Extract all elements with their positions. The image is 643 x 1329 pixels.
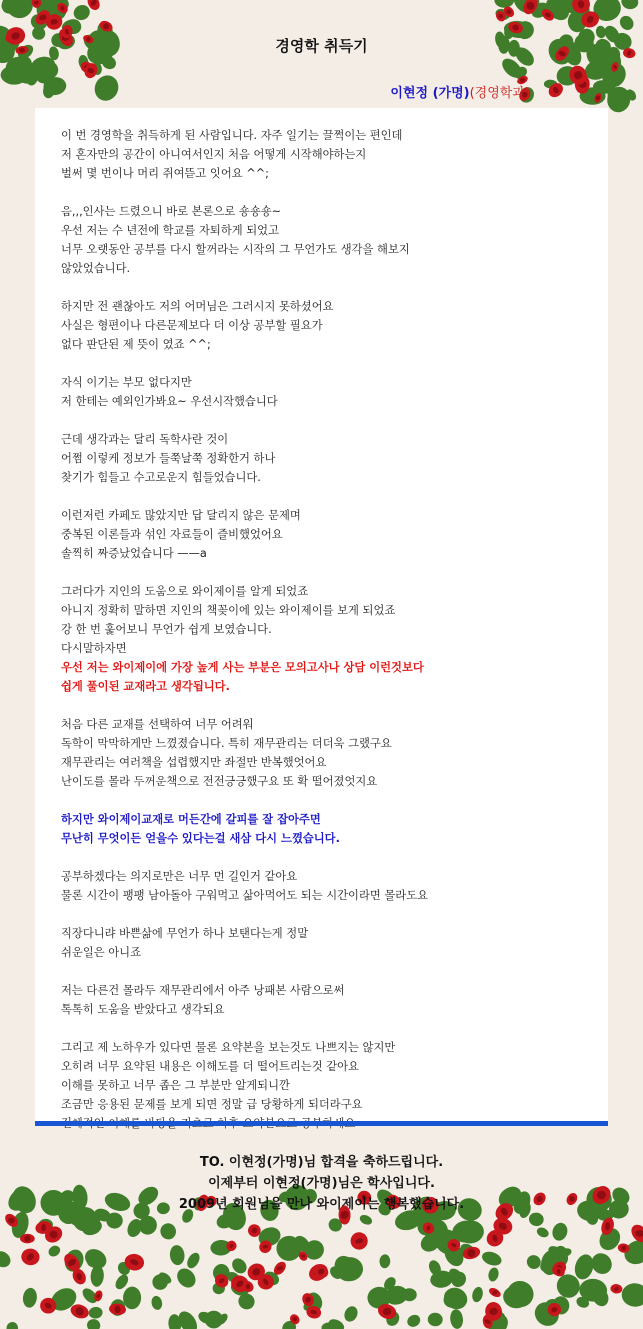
text-line: 이 번 경영학을 취득하게 된 사람입니다. 자주 일기는 끌쩍이는 편인데	[61, 129, 403, 142]
page-title: 경영학 취득기	[275, 37, 368, 55]
text-line: 중복된 이론들과 섞인 자료들이 즐비했었어요	[61, 528, 283, 541]
paragraph	[61, 1038, 581, 1133]
text-line: 근데 생각과는 달리 독학사란 것이	[61, 433, 229, 446]
paragraph	[61, 373, 581, 411]
text-line: 조금만 응용된 문제를 보게 되면 정말 급 당황하게 되더라구요	[61, 1098, 363, 1111]
text-line: 재무관리는 여러책을 섭렵했지만 좌절만 반복했엇어요	[61, 756, 327, 769]
paragraph	[61, 867, 581, 905]
author-name: 이현정 (가명)	[390, 86, 470, 101]
highlight-line-blue: 하지만 와이제이교재로 머든간에 갈피를 잘 잡아주면	[61, 813, 321, 826]
closing-line: TO. 이현정(가명)님 합격을 축하드립니다.	[199, 1155, 444, 1170]
text-line: 너무 오랫동안 공부를 다시 할꺼라는 시작의 그 무언가도 생각을 해보지	[61, 243, 410, 256]
text-line: 사실은 형편이나 다른문제보다 더 이상 공부할 필요가	[61, 319, 323, 332]
leaf-shape	[90, 1265, 105, 1287]
text-line: 음,,,인사는 드렸으니 바로 본론으로 숑숑숑~	[61, 205, 282, 218]
text-line: 다시말하자면	[61, 642, 127, 655]
leaf-shape	[535, 1226, 550, 1240]
text-line: 처음 다른 교재를 선택하여 너무 어려워	[61, 718, 254, 731]
paragraph	[61, 506, 581, 563]
leaf-shape	[159, 1221, 178, 1241]
author-line	[390, 82, 530, 101]
paragraph	[61, 126, 581, 183]
leaf-shape	[550, 1221, 569, 1243]
divider-rule	[35, 1121, 608, 1126]
text-line: 난이도를 몰라 두꺼운책으로 전전긍긍했구요 또 확 떨어졌엇지요	[61, 775, 378, 788]
closing-line: 2009년 회원님을 만나 와이제이는 행복했습니다.	[178, 1197, 465, 1212]
text-line: 이런저런 카페도 많았지만 답 달리지 않은 문제며	[61, 509, 301, 522]
leaf-shape	[487, 1266, 500, 1282]
text-line: 찾기가 힘들고 수고로운지 힘들었습니다.	[61, 471, 261, 484]
text-line: 오히려 너무 요약된 내용은 이해도를 더 떨어트리는것 같아요	[61, 1060, 359, 1073]
text-line: 벌써 몇 번이나 머리 쥐여뜯고 잇어요 ^^;	[61, 167, 269, 180]
highlight-line-red: 쉽게 풀이된 교재라고 생각됩니다.	[61, 680, 230, 693]
leaf-shape	[449, 1309, 464, 1329]
leaf-shape	[405, 1312, 422, 1329]
text-line: 하지만 전 괜찮아도 저의 어머님은 그러시지 못하셨어요	[61, 300, 334, 313]
text-line: 저 한테는 예외인가봐요~ 우선시작했습니다	[61, 395, 278, 408]
leaf-shape	[588, 1249, 616, 1278]
leaf-shape	[6, 1321, 19, 1329]
text-line: 없다 판단된 제 뜻이 였죠 ^^;	[61, 338, 211, 351]
highlight-line-red: 우선 저는 와이제이에 가장 높게 사는 부분은 모의고사나 상담 이런것보다	[61, 661, 424, 674]
text-line: 이해를 못하고 너무 좁은 그 부분만 알게되니깐	[61, 1079, 290, 1092]
rose-center-shape	[246, 1284, 250, 1289]
congratulation-message	[0, 1152, 643, 1215]
paragraph	[61, 582, 581, 696]
paragraph	[61, 202, 581, 278]
text-line: 그러다가 지인의 도움으로 와이제이를 알게 되었죠	[61, 585, 309, 598]
leaf-shape	[0, 1248, 14, 1270]
text-line: 어쩜 이렇케 정보가 들쭉날쭉 정확한거 하나	[61, 452, 276, 465]
text-line: 않았었습니다.	[61, 262, 131, 275]
paragraph	[61, 297, 581, 354]
text-line: 직장다니랴 바쁜삶에 무언가 하나 보탠다는게 정말	[61, 927, 309, 940]
leaf-shape	[617, 13, 636, 33]
paragraph	[61, 924, 581, 962]
text-line: 공부하겠다는 의지로만은 너무 먼 길인거 같아요	[61, 870, 298, 883]
text-line: 저는 다른건 몰라두 재무관리에서 아주 낭패본 사람으로써	[61, 984, 345, 997]
leaf-shape	[427, 1312, 443, 1326]
leaf-shape	[150, 1295, 163, 1311]
text-line: 저 혼자만의 공간이 아니여서인지 처음 어떻게 시작해야하는지	[61, 148, 367, 161]
highlight-line-blue: 무난히 무엇이든 얻을수 있다는걸 새삼 다시 느꼈습니다.	[61, 832, 340, 845]
author-department: (경영학과)	[469, 86, 530, 101]
leaf-shape	[621, 1282, 643, 1307]
text-line: 솔찍히 짜증났었습니다 ——a	[61, 547, 207, 560]
leaf-shape	[86, 1318, 102, 1329]
paragraph	[61, 810, 581, 848]
text-line: 물론 시간이 팽팽 남아돌아 구워먹고 삶아먹어도 되는 시간이라면 몰라도요	[61, 889, 429, 902]
text-line: 독학이 막막하게만 느꼈졌습니다. 특히 재무관리는 더더욱 그랬구요	[61, 737, 392, 750]
paragraph	[61, 430, 581, 487]
text-line: 강 한 번 훑어보니 무언가 쉽게 보였습니다.	[61, 623, 272, 636]
leaf-shape	[358, 1213, 373, 1227]
text-line: 그리고 제 노하우가 있다면 물론 요약본을 보는것도 나쁘지는 않지만	[61, 1041, 396, 1054]
paragraph	[61, 715, 581, 791]
leaf-shape	[173, 1265, 199, 1291]
leaf-shape	[91, 71, 123, 104]
leaf-shape	[46, 1243, 62, 1258]
leaf-shape	[379, 1254, 390, 1268]
leaf-shape	[494, 0, 514, 8]
text-line: 우선 저는 수 년전에 학교를 자퇴하게 되었고	[61, 224, 279, 237]
leaf-shape	[88, 1306, 103, 1319]
leaf-shape	[169, 1244, 186, 1265]
leaf-shape	[123, 1286, 142, 1309]
text-line: 아니지 정확히 말하면 지인의 책꽂이에 있는 와이제이를 보게 되었죠	[61, 604, 396, 617]
leaf-shape	[524, 1252, 544, 1272]
leaf-shape	[620, 0, 639, 11]
paragraph	[61, 981, 581, 1019]
leaf-shape	[185, 1251, 202, 1271]
text-line: 쉬운일은 아니죠	[61, 946, 141, 959]
testimonial-body	[61, 126, 581, 1152]
leaf-shape	[342, 1304, 360, 1324]
leaf-shape	[471, 1286, 485, 1303]
text-line: 자식 이기는 부모 없다지만	[61, 376, 192, 389]
closing-line: 이제부터 이현정(가명)님은 학사입니다.	[208, 1176, 435, 1191]
leaf-shape	[480, 1249, 503, 1268]
rose-center-shape	[506, 10, 511, 14]
text-line: 톡톡히 도움을 받았다고 생각되요	[61, 1003, 225, 1016]
leaf-shape	[22, 1287, 38, 1308]
